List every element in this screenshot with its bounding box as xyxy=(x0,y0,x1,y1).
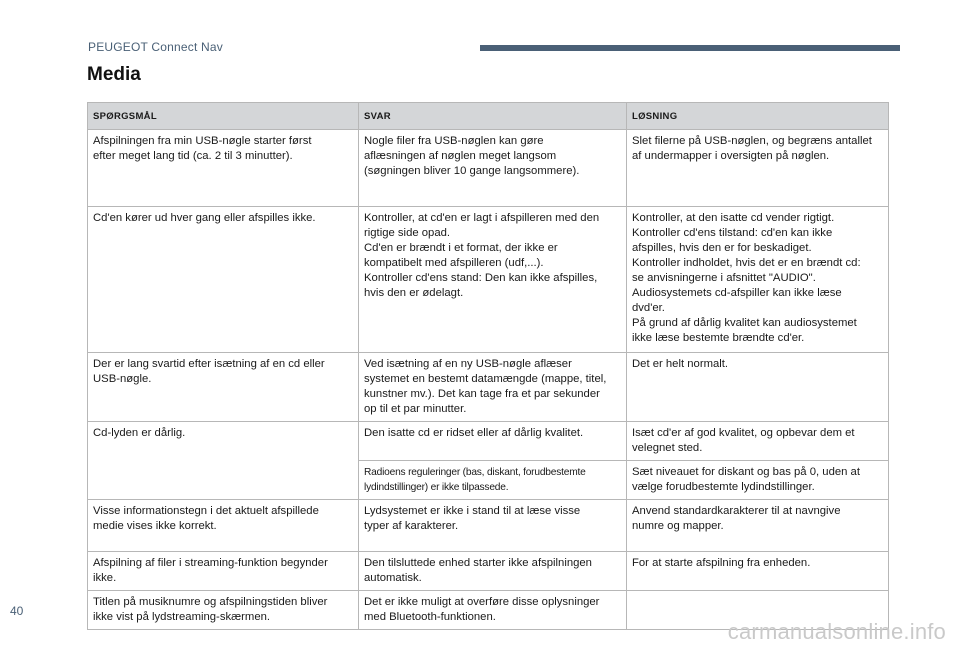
answer-cell: Det er ikke muligt at overføre disse oplysninger med Bluetooth-funktionen. xyxy=(359,591,627,630)
answer-cell: Ved isætning af en ny USB-nøgle aflæser systemet en bestemt datamængde (mappe, titel, kunstner mv.). Det kan tage fra et par sekunder op til et par minutter. xyxy=(359,353,627,422)
table-row xyxy=(88,500,889,552)
column-header-question: SPØRGSMÅL xyxy=(88,103,359,130)
table-row xyxy=(88,422,889,461)
question-cell: Titlen på musiknumre og afspilningstiden bliver ikke vist på lydstreaming-skærmen. xyxy=(88,591,359,630)
table-row xyxy=(88,130,889,207)
solution-cell: Kontroller, at den isatte cd vender rigtigt. Kontroller cd'ens tilstand: cd'en kan ikke afspilles, hvis den er for beskadiget. Kontroller indholdet, hvis det er en brændt cd: se anvisningerne i afsnittet "AUDIO". Audiosystemets cd-afspiller kan ikke læse dvd'er. På grund af dårlig kvalitet kan audiosystemet ikke læse bestemte brændte cd'er. xyxy=(627,207,889,353)
answer-cell: Den isatte cd er ridset eller af dårlig kvalitet. xyxy=(359,422,627,461)
table-row xyxy=(88,353,889,422)
question-cell: Visse informationstegn i det aktuelt afspillede medie vises ikke korrekt. xyxy=(88,500,359,552)
question-cell: Cd-lyden er dårlig. xyxy=(88,422,359,500)
solution-cell: Isæt cd'er af god kvalitet, og opbevar dem et velegnet sted. xyxy=(627,422,889,461)
question-cell: Afspilningen fra min USB-nøgle starter først efter meget lang tid (ca. 2 til 3 minutter). xyxy=(88,130,359,207)
page-number: 40 xyxy=(10,604,24,618)
question-cell: Der er lang svartid efter isætning af en cd eller USB-nøgle. xyxy=(88,353,359,422)
solution-cell: Det er helt normalt. xyxy=(627,353,889,422)
page-title: Media xyxy=(87,64,141,85)
table-row xyxy=(88,207,889,353)
solution-cell: For at starte afspilning fra enheden. xyxy=(627,552,889,591)
solution-cell: Anvend standardkarakterer til at navngive numre og mapper. xyxy=(627,500,889,552)
column-header-answer: SVAR xyxy=(359,103,627,130)
faq-table xyxy=(87,102,889,630)
watermark: carmanualsonline.info xyxy=(727,619,946,644)
solution-cell: Slet filerne på USB-nøglen, og begræns antallet af undermapper i oversigten på nøglen. xyxy=(627,130,889,207)
answer-cell: Kontroller, at cd'en er lagt i afspilleren med den rigtige side opad. Cd'en er brændt i et format, der ikke er kompatibelt med afspilleren (udf,...). Kontroller cd'ens stand: Den kan ikke afspilles, hvis den er ødelagt. xyxy=(359,207,627,353)
answer-cell: Nogle filer fra USB-nøglen kan gøre aflæsningen af nøglen meget langsom (søgningen bliver 10 gange langsommere). xyxy=(359,130,627,207)
answer-cell: Radioens reguleringer (bas, diskant, forudbestemte lydindstillinger) er ikke tilpassede. xyxy=(359,461,627,500)
question-cell: Cd'en kører ud hver gang eller afspilles ikke. xyxy=(88,207,359,353)
table-row xyxy=(88,552,889,591)
column-header-solution: LØSNING xyxy=(627,103,889,130)
question-cell: Afspilning af filer i streaming-funktion begynder ikke. xyxy=(88,552,359,591)
running-head: PEUGEOT Connect Nav xyxy=(88,40,223,54)
answer-cell: Den tilsluttede enhed starter ikke afspilningen automatisk. xyxy=(359,552,627,591)
table-header-row xyxy=(88,103,889,130)
header-rule xyxy=(480,45,900,51)
solution-cell: Sæt niveauet for diskant og bas på 0, uden at vælge forudbestemte lydindstillinger. xyxy=(627,461,889,500)
answer-cell: Lydsystemet er ikke i stand til at læse visse typer af karakterer. xyxy=(359,500,627,552)
